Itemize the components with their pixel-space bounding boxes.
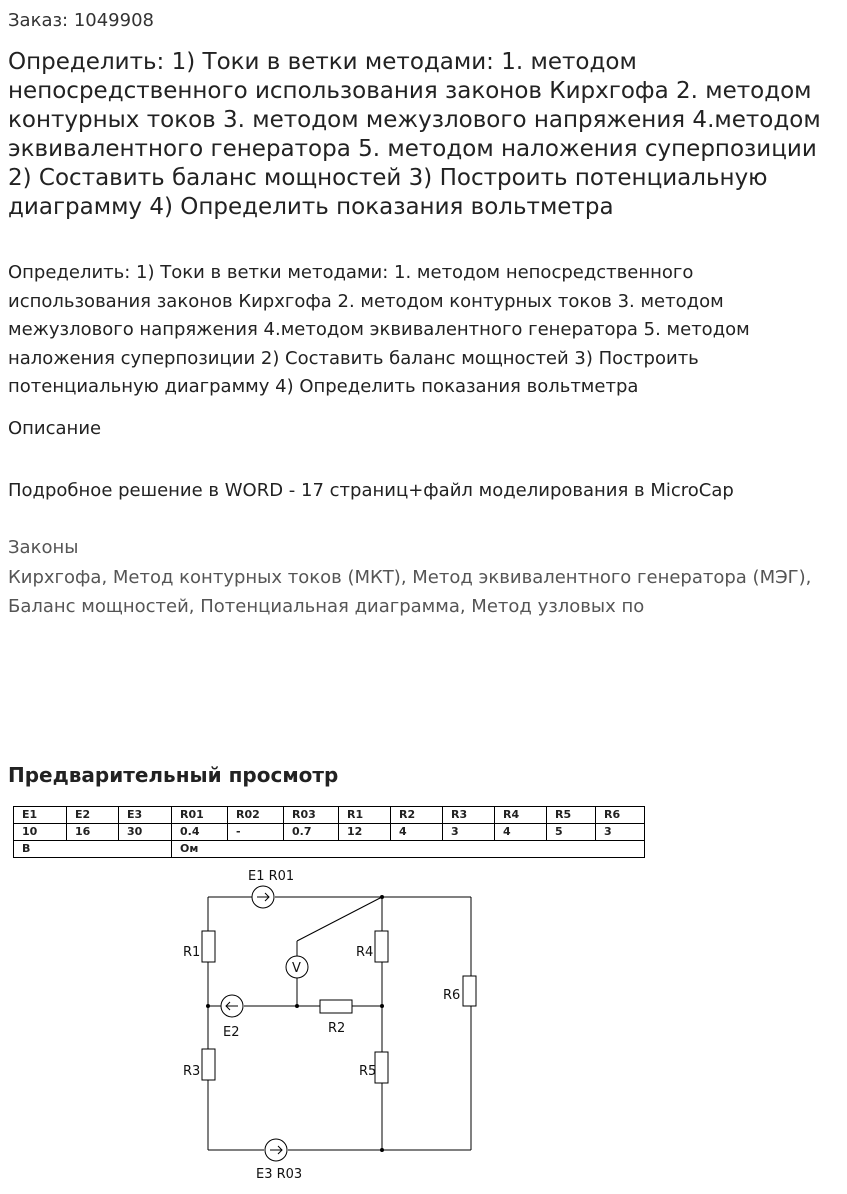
resistor-r6: [463, 976, 476, 1006]
resistor-r2: [320, 1000, 352, 1013]
order-number: Заказ: 1049908: [8, 10, 154, 31]
table-cell: 4: [495, 824, 547, 841]
task-text: Определить: 1) Токи в ветки методами: 1. методом непосредственного использования законов Кирхгофа 2. методом контурных токов 3. методом межузлового напряжения 4.методом эквивалентного генератора 5. методом наложения суперпозиции 2) Составить баланс мощностей 3) Построить потенциальную диаграмму 4) Определить показания вольтметра: [8, 262, 750, 397]
table-cell: 4: [391, 824, 443, 841]
table-cell: R03: [284, 807, 339, 824]
circuit-diagram: [0, 860, 847, 1194]
table-cell: E3: [119, 807, 172, 824]
table-cell: R4: [495, 807, 547, 824]
resistor-r3: [202, 1049, 215, 1080]
preview-title: Предварительный просмотр: [8, 763, 339, 787]
parameters-table: [13, 806, 645, 858]
table-cell: R01: [172, 807, 228, 824]
table-values-row: [14, 824, 645, 841]
table-cell: E2: [67, 807, 119, 824]
unit-voltage-cell: В: [14, 841, 172, 858]
page-title: Определить: 1) Токи в ветки методами: 1. методом непосредственного использования законов Кирхгофа 2. методом контурных токов 3. методом межузлового напряжения 4.методом эквивалентного генератора 5. методом наложения суперпозиции 2) Составить баланс мощностей 3) Построить потенциальную диаграмму 4) Определить показания вольтметра: [8, 49, 821, 220]
resistor-r5: [375, 1052, 388, 1083]
law-link[interactable]: Метод контурных токов (МКТ): [112, 567, 401, 588]
laws-label: Законы: [8, 537, 79, 558]
table-cell: 16: [67, 824, 119, 841]
source-e2-icon: [221, 995, 243, 1017]
table-cell: R02: [228, 807, 284, 824]
label-r2: R2: [328, 1021, 346, 1036]
label-voltmeter: V: [292, 961, 301, 976]
source-e1-icon: [252, 886, 274, 908]
table-units-row: [14, 841, 645, 858]
table-cell: 5: [547, 824, 596, 841]
label-r1: R1: [183, 945, 201, 960]
resistor-r1: [202, 931, 215, 962]
table-cell: R3: [443, 807, 495, 824]
law-link[interactable]: Баланс мощностей: [8, 596, 189, 617]
table-cell: 0.7: [284, 824, 339, 841]
table-cell: 30: [119, 824, 172, 841]
table-cell: 12: [339, 824, 391, 841]
circuit-nodes: [206, 895, 384, 1152]
law-link[interactable]: Кирхгофа: [8, 567, 102, 588]
table-header-row: [14, 807, 645, 824]
table-cell: E1: [14, 807, 67, 824]
table-cell: R5: [547, 807, 596, 824]
table-cell: 3: [443, 824, 495, 841]
label-r5: R5: [359, 1064, 377, 1079]
law-link[interactable]: Метод эквивалентного генератора (МЭГ): [412, 567, 806, 588]
label-r4: R4: [356, 945, 374, 960]
solution-detail: Подробное решение в WORD - 17 страниц+файл моделирования в MicroCap: [8, 480, 734, 501]
source-e3-icon: [265, 1139, 287, 1161]
laws-list: Кирхгофа, Метод контурных токов (МКТ), Метод эквивалентного генератора (МЭГ), Баланс мощностей, Потенциальная диаграмма, Метод узловых по: [8, 567, 812, 617]
label-r6: R6: [443, 988, 461, 1003]
unit-resistance-cell: Ом: [172, 841, 645, 858]
table-cell: R2: [391, 807, 443, 824]
table-cell: 10: [14, 824, 67, 841]
label-r3: R3: [183, 1064, 201, 1079]
label-e2: E2: [223, 1025, 240, 1040]
table-cell: R6: [596, 807, 645, 824]
law-link[interactable]: Метод узловых по: [471, 596, 645, 617]
table-cell: 3: [596, 824, 645, 841]
table-cell: 0.4: [172, 824, 228, 841]
description-label: Описание: [8, 418, 102, 439]
label-e1-r01: E1 R01: [248, 869, 295, 884]
law-link[interactable]: Потенциальная диаграмма: [200, 596, 460, 617]
table-cell: R1: [339, 807, 391, 824]
table-cell: -: [228, 824, 284, 841]
resistor-r4: [375, 931, 388, 962]
label-e3-r03: E3 R03: [256, 1167, 303, 1182]
